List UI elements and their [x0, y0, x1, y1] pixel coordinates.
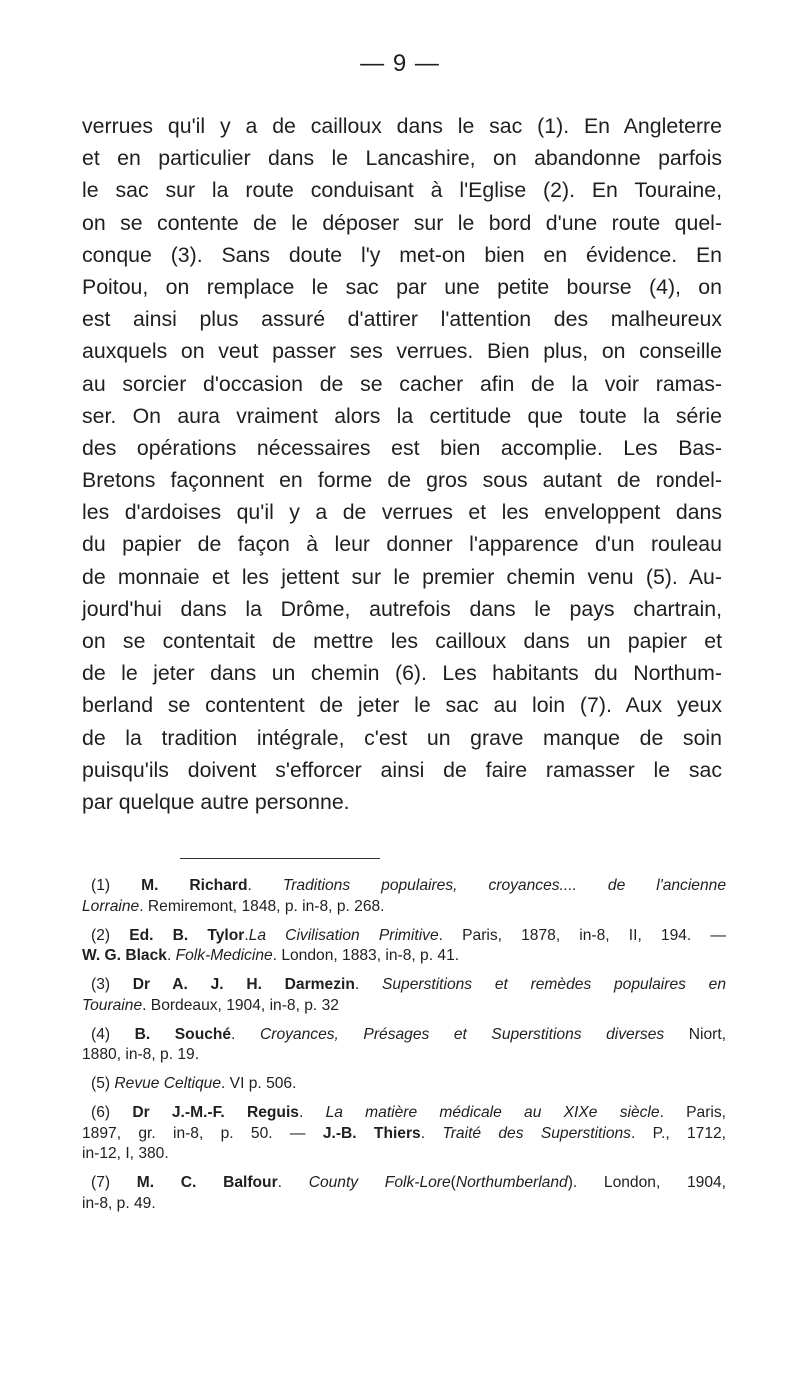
text-line: ser. On aura vraiment alors la certitude que toute la série	[82, 403, 722, 428]
footnote-text: (4)	[91, 1025, 135, 1043]
footnote-text: 1880, in-8, p. 19.	[82, 1046, 200, 1063]
text-line: par quelque autre personne.	[82, 789, 350, 814]
footnote-text: (6)	[91, 1104, 133, 1121]
footnote-text: in-12, I, 380.	[82, 1145, 169, 1162]
footnote-text: (3)	[91, 976, 133, 993]
footnote-text: .	[231, 1025, 260, 1043]
footnote-line	[82, 996, 726, 1017]
footnote-title: Touraine	[82, 996, 143, 1014]
footnote-title: Lorraine	[82, 897, 140, 915]
footnote-line	[82, 897, 726, 918]
footnote-text: .	[247, 877, 283, 894]
footnote-author: Ed. B. Tylor	[129, 926, 245, 944]
footnote-title: Superstitions et remèdes populaires en	[381, 976, 727, 993]
footnote-text: . London, 1883, in-8, p. 41.	[272, 947, 460, 964]
footnote-title: Traditions populaires, croyances.... de l'ancienne	[282, 877, 726, 894]
footnote-text: . Paris, 1878, in-8, II, 194. —	[438, 926, 727, 944]
footnote-line	[82, 1045, 726, 1066]
footnote-author: M. C. Balfour	[136, 1174, 278, 1191]
footnote-title: Northumberland	[455, 1174, 568, 1191]
text-line: des opérations nécessaires est bien accomplie. Les Bas-	[82, 435, 722, 460]
footnote-text: .	[277, 1174, 309, 1191]
footnote-4	[82, 1025, 726, 1066]
footnote-text: (1)	[91, 877, 142, 894]
footnote-title: Revue Celtique	[114, 1075, 222, 1092]
footnote-text: (	[450, 1174, 456, 1191]
footnote-text: .	[420, 1124, 443, 1142]
text-line: puisqu'ils doivent s'efforcer ainsi de faire ramasser le sac	[82, 757, 722, 782]
footnote-7	[82, 1173, 726, 1214]
text-line: Poitou, on remplace le sac par une petite bourse (4), on	[82, 274, 722, 299]
page-number: — 9 —	[360, 50, 440, 77]
footnote-line	[82, 1144, 726, 1165]
footnote-text: .	[166, 947, 176, 964]
footnote-title: Croyances, Présages et Superstitions diverses	[260, 1025, 665, 1043]
text-line: de le jeter dans un chemin (6). Les habitants du Northum-	[82, 661, 722, 686]
text-line: conque (3). Sans doute l'y met-on bien en évidence. En	[82, 242, 722, 267]
footnote-line	[82, 876, 726, 897]
text-line: jourd'hui dans la Drôme, autrefois dans le pays chartrain,	[82, 596, 722, 621]
text-line: du papier de façon à leur donner l'apparence d'un rouleau	[82, 532, 722, 557]
footnote-author: B. Souché	[134, 1025, 232, 1043]
footnote-title: County Folk-Lore	[308, 1174, 451, 1191]
text-line: de monnaie et les jettent sur le premier chemin venu (5). Au-	[82, 564, 722, 589]
text-line: de la tradition intégrale, c'est un grave manque de soin	[82, 725, 722, 750]
footnote-line	[82, 1194, 726, 1215]
footnotes	[82, 876, 726, 1223]
footnote-title: La matière médicale au XIXe siècle	[325, 1104, 660, 1121]
text-line: auxquels on veut passer ses verrues. Bien plus, on conseille	[82, 339, 722, 364]
footnote-author: Dr J.-M.-F. Reguis	[132, 1104, 299, 1121]
footnote-text: 1897, gr. in-8, p. 50. —	[82, 1124, 323, 1142]
footnote-6	[82, 1103, 726, 1165]
footnote-line	[82, 1173, 726, 1194]
text-line: les d'ardoises qu'il y a de verrues et les enveloppent dans	[82, 500, 722, 525]
footnote-line	[82, 1074, 726, 1095]
footnote-3	[82, 975, 726, 1016]
text-line: berland se contentent de jeter le sac au loin (7). Aux yeux	[82, 693, 722, 718]
footnote-text: Niort,	[664, 1025, 727, 1043]
text-line: le sac sur la route conduisant à l'Eglise (2). En Touraine,	[82, 178, 722, 203]
text-line: est ainsi plus assuré d'attirer l'attention des malheureux	[82, 307, 722, 332]
footnote-text: (2)	[91, 926, 130, 944]
text-line: et en particulier dans le Lancashire, on abandonne parfois	[82, 146, 722, 171]
footnote-author: M. Richard	[141, 877, 248, 894]
footnote-text: . P., 1712,	[630, 1124, 727, 1142]
footnote-line	[82, 975, 726, 996]
text-line: on se contente de le déposer sur le bord d'une route quel-	[82, 210, 722, 235]
footnote-title: La Civilisation Primitive	[248, 926, 439, 944]
footnote-text: ). London, 1904,	[567, 1174, 726, 1191]
footnote-text: .	[244, 926, 249, 944]
footnote-line	[82, 1124, 726, 1145]
footnote-text: (5)	[91, 1075, 115, 1092]
text-line: Bretons façonnent en forme de gros sous autant de rondel-	[82, 468, 722, 493]
footnote-title: Folk-Medicine	[175, 947, 273, 964]
footnote-author: Dr A. J. H. Darmezin	[132, 976, 355, 993]
text-line: verrues qu'il y a de cailloux dans le sac (1). En Angleterre	[82, 114, 722, 138]
footnote-5	[82, 1074, 726, 1095]
footnote-text: . VI p. 506.	[221, 1075, 297, 1092]
footnote-separator	[180, 858, 380, 859]
footnote-line	[82, 946, 726, 967]
footnote-text: in-8, p. 49.	[82, 1194, 156, 1212]
footnote-author: W. G. Black	[82, 947, 167, 964]
footnote-line	[82, 926, 726, 947]
footnote-text: . Bordeaux, 1904, in-8, p. 32	[142, 996, 339, 1014]
footnote-text: .	[298, 1104, 326, 1121]
body-paragraph	[82, 110, 722, 818]
footnote-line	[82, 1103, 726, 1124]
footnote-text: . Remiremont, 1848, p. in-8, p. 268.	[139, 897, 385, 915]
footnote-title: Traité des Superstitions	[442, 1124, 631, 1142]
text-line: au sorcier d'occasion de se cacher afin de la voir ramas-	[82, 371, 722, 396]
footnote-text: (7)	[91, 1174, 137, 1191]
footnote-text: . Paris,	[659, 1104, 727, 1121]
footnote-line	[82, 1025, 726, 1046]
footnote-text: .	[354, 976, 382, 993]
text-line: on se contentait de mettre les cailloux dans un papier et	[82, 629, 722, 653]
footnote-2	[82, 926, 726, 967]
footnote-1	[82, 876, 726, 917]
footnote-author: J.-B. Thiers	[322, 1124, 421, 1142]
